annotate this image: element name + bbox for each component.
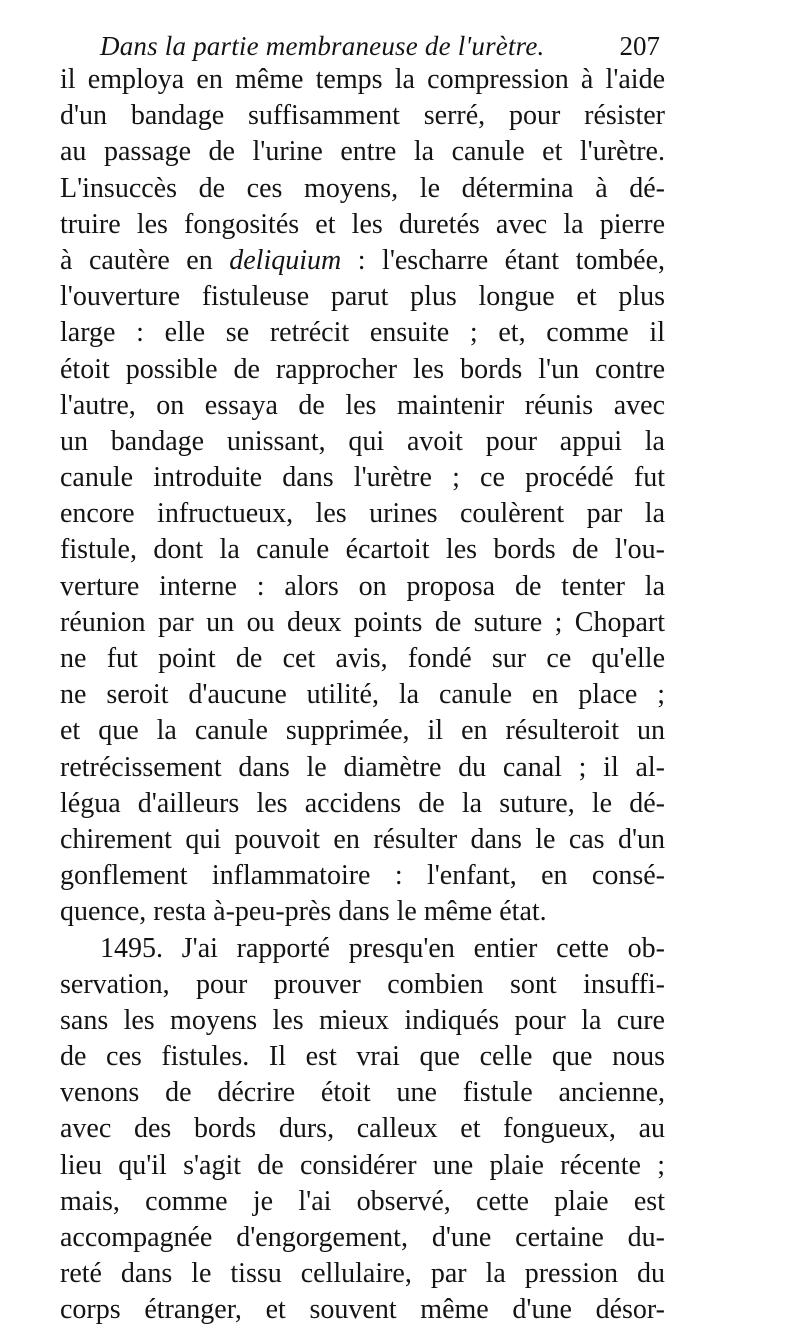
italic-term: deliquium — [229, 244, 342, 276]
text-line: mais, comme je l'ai observé, cette plaie est — [60, 1185, 665, 1217]
text-line: chirement qui pouvoit en résulter dans le cas d'un — [60, 823, 665, 855]
text-line: L'insuccès de ces moyens, le détermina à dé- — [60, 172, 665, 204]
text-line: large : elle se retrécit ensuite ; et, comme il — [60, 317, 665, 349]
text-line: reté dans le tissu cellulaire, par la pression du — [60, 1258, 665, 1290]
text-line: fistule, dont la canule écartoit les bords de l'ou- — [60, 534, 665, 566]
text-line: légua d'ailleurs les accidens de la suture, le dé- — [60, 787, 665, 819]
text-line: sans les moyens les mieux indiqués pour la cure — [60, 1004, 665, 1036]
text-segment: à cautère en — [60, 244, 230, 276]
text-line: d'un bandage suffisamment serré, pour résister — [60, 100, 665, 132]
text-line: truire les fongosités et les duretés avec la pierre — [60, 208, 665, 240]
page-number: 207 — [619, 31, 660, 61]
text-line: il employa en même temps la compression à l'aide — [60, 64, 665, 95]
text-line: servation, pour prouver combien sont insuffi- — [60, 968, 665, 1000]
paragraph-last-line: quence, resta à-peu-près dans le même état. — [60, 896, 547, 928]
text-line: un bandage unissant, qui avoit pour appui la — [60, 425, 665, 457]
text-line: ne fut point de cet avis, fondé sur ce qu'elle — [60, 643, 665, 674]
text-line: encore infructueux, les urines coulèrent par la — [60, 498, 665, 530]
text-line: réunion par un ou deux points de suture ; Chopart — [60, 606, 665, 638]
text-line: étoit possible de rapprocher les bords l'un contre — [60, 353, 665, 385]
text-line: corps étranger, et souvent même d'une désor- — [60, 1294, 665, 1326]
text-line: accompagnée d'engorgement, d'une certaine du- — [60, 1222, 665, 1253]
running-head — [100, 26, 660, 66]
text-line: lieu qu'il s'agit de considérer une plaie récente ; — [60, 1149, 665, 1181]
text-line: retrécissement dans le diamètre du canal ; il al- — [60, 751, 665, 783]
text-line: l'autre, on essaya de les maintenir réunis avec — [60, 389, 665, 421]
text-line: de ces fistules. Il est vrai que celle que nous — [60, 1041, 665, 1073]
text-line: canule introduite dans l'urètre ; ce procédé fut — [60, 462, 665, 494]
text-line-with-italic — [60, 243, 665, 279]
text-line: au passage de l'urine entre la canule et l'urètre. — [60, 136, 665, 168]
running-head-title: Dans la partie membraneuse de l'urètre. — [100, 31, 545, 61]
text-line: verture interne : alors on proposa de tenter la — [60, 570, 665, 602]
paragraph-first-line: 1495. J'ai rapporté presqu'en entier cette ob- — [100, 932, 665, 964]
text-line: l'ouverture fistuleuse parut plus longue et plus — [60, 281, 665, 313]
text-line: gonflement inflammatoire : l'enfant, en consé- — [60, 860, 665, 892]
text-line: avec des bords durs, calleux et fongueux, au — [60, 1113, 665, 1145]
text-segment: : l'escharre étant tombée, — [341, 244, 666, 276]
text-line: venons de décrire étoit une fistule ancienne, — [60, 1077, 665, 1109]
body-text — [60, 62, 665, 1329]
text-line: et que la canule supprimée, il en résulteroit un — [60, 715, 665, 747]
text-line: ne seroit d'aucune utilité, la canule en place ; — [60, 679, 665, 711]
